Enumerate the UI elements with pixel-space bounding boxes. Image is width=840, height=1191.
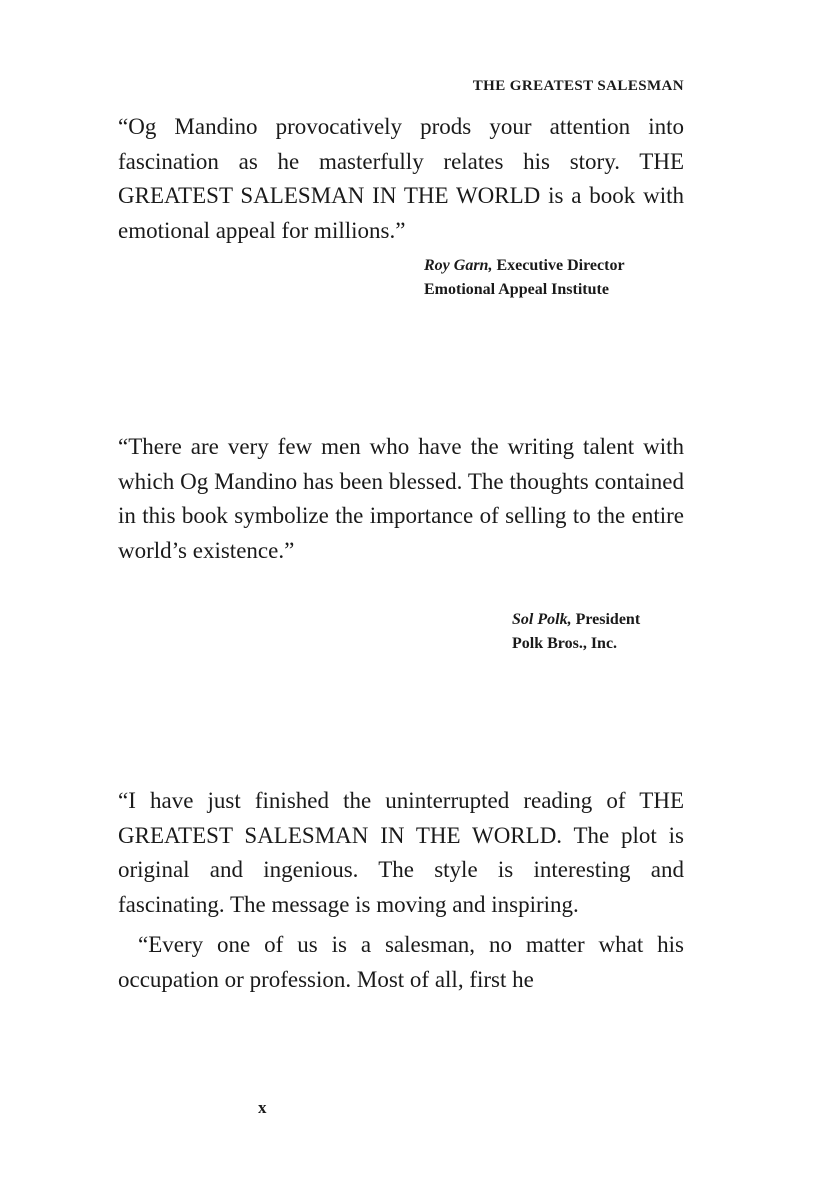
endorser-organization: Polk Bros., Inc. [512, 635, 618, 652]
endorsement-quote-2 [118, 430, 684, 568]
endorser-organization: Emotional Appeal Institute [424, 281, 609, 298]
attribution-line [424, 254, 625, 278]
running-head-text: THE GREATEST SALESMAN [472, 78, 684, 94]
endorser-title: President [575, 611, 641, 628]
running-head [473, 78, 684, 95]
attribution-line [512, 608, 640, 632]
endorsement-attribution-1 [424, 254, 625, 302]
endorsement-quote-3 [118, 784, 684, 997]
endorsement-attribution-2 [512, 608, 640, 656]
endorser-name: Roy Garn, [424, 257, 493, 274]
quote-paragraph: “Og Mandino provocatively prods your attention into fascination as he masterfully relates his story. THE GREATEST SALESMAN IN THE WORLD is a book with emotional appeal for millions.” [118, 114, 684, 243]
page-number: x [258, 1098, 267, 1117]
quote-paragraph: “There are very few men who have the writing talent with which Og Mandino has been blessed. The thoughts contained in this book symbolize the importance of selling to the entire world’s existence.” [118, 434, 684, 563]
endorser-title: Executive Director [496, 257, 625, 274]
endorser-name: Sol Polk, [512, 611, 572, 628]
endorsement-quote-1 [118, 110, 684, 248]
quote-paragraph: “I have just finished the uninterrupted reading of THE GREATEST SALESMAN IN THE WORLD. The plot is original and ingenious. The style is interesting and fascinating. The message is moving and inspiring. [118, 788, 684, 917]
quote-paragraph: “Every one of us is a salesman, no matter what his occupation or profession. Most of all, first he [118, 932, 684, 992]
